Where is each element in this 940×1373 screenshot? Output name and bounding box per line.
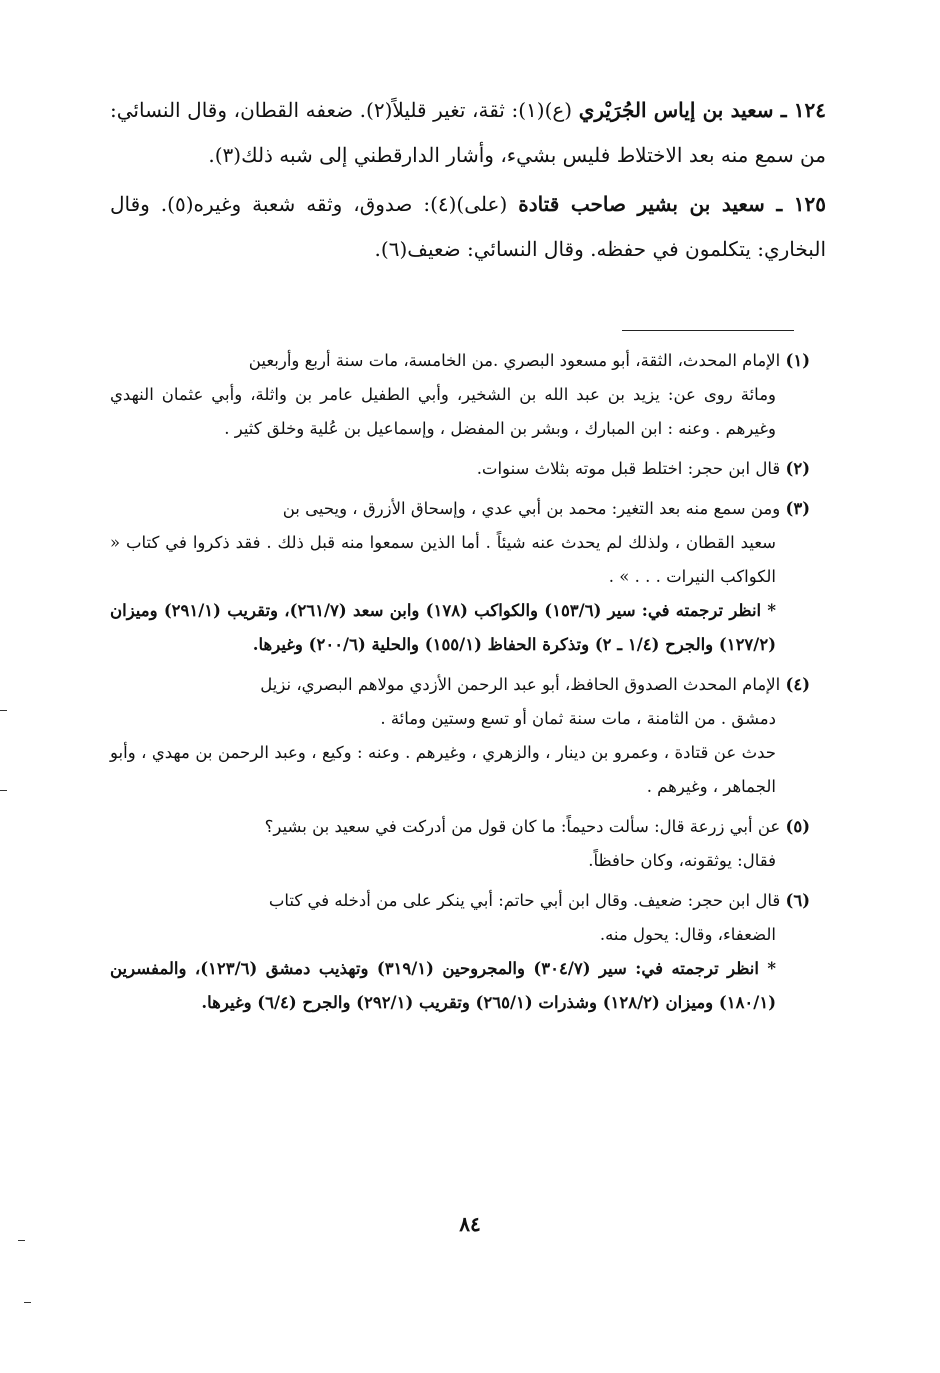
footnote-1 [110, 344, 810, 446]
scan-mark [0, 710, 7, 711]
footnote-4 [110, 668, 810, 804]
footnote-text: عن أبي زرعة قال: سألت دحيماً: ما كان قول من أدركت في سعيد بن بشير؟ [264, 817, 781, 836]
entry-body: (على)(٤): صدوق، وثقه شعبة وغيره(٥). وقال البخاري: يتكلمون في حفظه. وقال النسائي: ضعيف(٦). [110, 192, 826, 261]
footnote-5 [110, 810, 810, 878]
footnote-text: الإمام المحدث، الثقة، أبو مسعود البصري .من الخامسة، مات سنة أربع وأربعين [248, 351, 781, 370]
scan-mark [18, 1240, 25, 1241]
footnote-continuation: ومائة روى عن: يزيد بن عبد الله بن الشخير، وأبي الطفيل عامر بن واثلة، وأبي عثمان النهدي وغيرهم . وعنه : ابن المبارك ، وبشر بن المفضل ، وإسماعيل بن عُلية وخلق كثير . [110, 385, 776, 438]
footnote-number: (٤) [785, 675, 810, 694]
main-text [110, 88, 826, 276]
footnote-text: ومن سمع منه بعد التغير: محمد بن أبي عدي ، وإسحاق الأزرق ، ويحيى بن [282, 499, 781, 518]
footnote-number: (١) [785, 351, 810, 370]
footnote-continuation: حدث عن قتادة ، وعمرو بن دينار ، والزهري ، وغيرهم . وعنه : وكيع ، وعبد الرحمن بن مهدي ، وأبو الجماهر ، وغيرهم . [110, 743, 776, 796]
footnote-references: * انظر ترجمته في: سير (٣٠٤/٧) والمجروحين (٣١٩/١) وتهذيب دمشق (١٢٣/٦)، والمفسرين (١٨٠/١) وميزان (١٢٨/٢) وشذرات (٢٦٥/١) وتقريب (٢٩٢/١) والجرح (٦/٤) وغيرها. [110, 959, 777, 1012]
footnote-continuation: دمشق . من الثامنة ، مات سنة ثمان أو تسع وستين ومائة . [380, 709, 776, 728]
footnotes [110, 344, 810, 1026]
footnote-continuation: الضعفاء، وقال: يحول منه. [599, 925, 776, 944]
entry-heading: ١٢٤ ـ سعيد بن إياس الجُرَيْري [578, 98, 826, 122]
footnote-2 [110, 452, 810, 486]
footnote-number: (٥) [785, 817, 810, 836]
scan-mark [24, 1302, 31, 1303]
footnote-continuation: سعيد القطان ، ولذلك لم يحدث عنه شيئاً . أما الذين سمعوا منه قبل ذلك . فقد ذكروا في كتاب « الكواكب النيرات . . . » . [110, 533, 776, 586]
footnote-3 [110, 492, 810, 662]
scan-mark [0, 790, 7, 791]
footnote-divider [622, 330, 794, 331]
footnote-6 [110, 884, 810, 1020]
page-number: ٨٤ [459, 1212, 481, 1236]
footnote-number: (٢) [785, 459, 810, 478]
footnote-references: * انظر ترجمته في: سير (١٥٣/٦) والكواكب (١٧٨) وابن سعد (٢٦١/٧)، وتقريب (٢٩١/١) وميزان (١٢٧/٢) والجرح (١/٤ ـ ٢) وتذكرة الحفاظ (١٥٥/١) والحلية (٢٠٠/٦) وغيرها. [110, 601, 777, 654]
footnote-text: قال ابن حجر: اختلط قبل موته بثلاث سنوات. [476, 459, 781, 478]
entry-124 [110, 88, 826, 178]
entry-heading: ١٢٥ ـ سعيد بن بشير صاحب قتادة [518, 192, 827, 216]
footnote-number: (٣) [785, 499, 810, 518]
footnote-continuation: فقال: يوثقونه، وكان حافظاً. [588, 851, 776, 870]
footnote-text: قال ابن حجر: ضعيف. وقال ابن أبي حاتم: أبي ينكر على من أدخله في كتاب [268, 891, 781, 910]
entry-body: (ع)(١): ثقة، تغير قليلاً(٢). ضعفه القطان، وقال النسائي: من سمع منه بعد الاختلاط فليس بشيء، وأشار الدارقطني إلى شبه ذلك(٣). [110, 98, 826, 167]
footnote-text: الإمام المحدث الصدوق الحافظ، أبو عبد الرحمن الأزدي مولاهم البصري، نزيل [260, 675, 781, 694]
entry-125 [110, 182, 826, 272]
footnote-number: (٦) [785, 891, 810, 910]
